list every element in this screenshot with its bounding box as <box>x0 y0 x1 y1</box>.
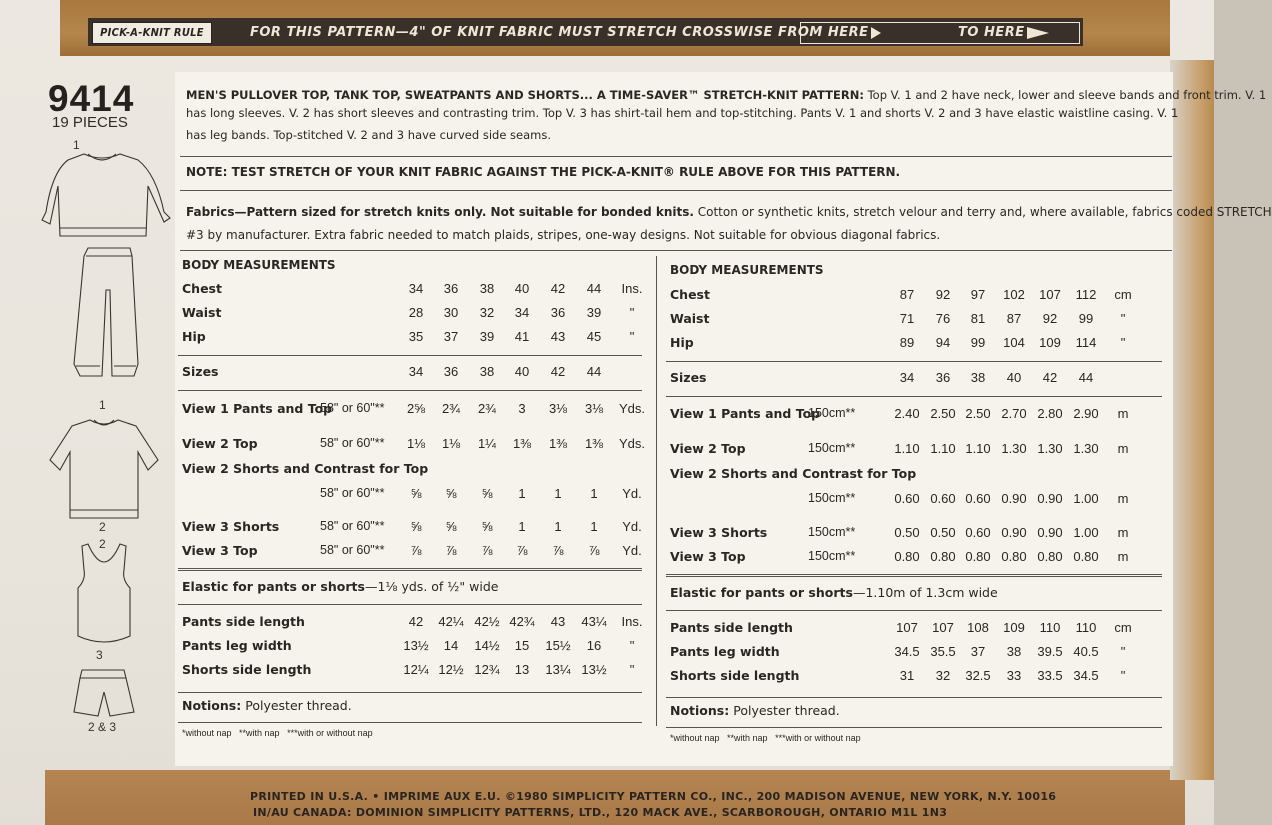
notions-text: Polyester thread. <box>245 698 352 713</box>
measurement-value: 36 <box>443 281 459 296</box>
measurement-value: 41 <box>514 329 530 344</box>
fabrics-bold: Fabrics—Pattern sized for stretch knits only. Not suitable for bonded knits. <box>186 205 694 219</box>
finished-value: 14 <box>443 638 459 653</box>
yardage-value: 1⅛ <box>406 436 426 451</box>
size-value: 40 <box>514 364 530 379</box>
finished-value: 110 <box>1075 620 1097 635</box>
yardage-value: 1.00 <box>1073 491 1099 506</box>
notions <box>670 703 840 718</box>
yardage-value: 0.80 <box>894 549 920 564</box>
divider <box>180 250 1172 251</box>
yardage-value: ⅞ <box>481 543 493 558</box>
size-value: 44 <box>586 364 602 379</box>
view-label: 2 <box>99 537 106 551</box>
fabric-width: 58" or 60"** <box>320 519 385 533</box>
yardage-label: View 3 Top <box>182 543 258 558</box>
measurement-unit: cm <box>1114 287 1132 302</box>
yardage-value: 0.80 <box>965 549 991 564</box>
fabric-width: 150cm** <box>808 491 856 505</box>
yardage-unit: Yds. <box>618 401 645 416</box>
finished-value: 42½ <box>474 614 500 629</box>
description-line1: Top V. 1 and 2 have neck, lower and sleeve bands and front trim. V. 1 <box>867 88 1267 102</box>
yardage-value: 1⅜ <box>548 436 568 451</box>
notions-label: Notions: <box>182 698 242 713</box>
yardage-value: 0.60 <box>965 525 991 540</box>
finished-value: 13¼ <box>545 662 571 677</box>
finished-value: 37 <box>970 644 986 659</box>
measurement-value: 35 <box>408 329 424 344</box>
yardage-value: 3⅛ <box>584 401 604 416</box>
fabric-width: 58" or 60"** <box>320 543 385 557</box>
yardage-value: 2¾ <box>441 401 461 416</box>
view23-shorts-sketch <box>74 670 134 716</box>
measurement-value: 76 <box>935 311 951 326</box>
envelope-right-flap <box>1170 60 1214 780</box>
divider <box>178 568 642 569</box>
yardage-value: 0.50 <box>930 525 956 540</box>
finished-value: 110 <box>1039 620 1061 635</box>
yardage-value: 1.30 <box>1037 441 1063 456</box>
garment-sketches <box>38 140 173 740</box>
ruler-end-text: TO HERE <box>958 25 1025 40</box>
size-value: 34 <box>899 370 915 385</box>
yardage-value: 1⅜ <box>584 436 604 451</box>
measurement-value: 38 <box>479 281 495 296</box>
finished-value: 43¼ <box>581 614 607 629</box>
finished-value: 13½ <box>581 662 607 677</box>
yardage-value: 2.80 <box>1037 406 1063 421</box>
arrow-right-icon <box>1027 27 1049 39</box>
finished-label: Pants leg width <box>670 644 780 659</box>
yardage-value: ⅞ <box>445 543 457 558</box>
elastic-amount: —1⅛ yds. of ½" wide <box>364 579 499 594</box>
pattern-pieces: 19 PIECES <box>52 114 128 131</box>
finished-value: 40.5 <box>1073 644 1099 659</box>
yardage-value: 2.50 <box>965 406 991 421</box>
measurement-unit: " <box>629 329 635 344</box>
fabric-width: 58" or 60"** <box>320 486 385 500</box>
size-value: 38 <box>970 370 986 385</box>
pattern-number: 9414 <box>48 78 135 119</box>
finished-label: Pants side length <box>182 614 305 629</box>
finished-value: 107 <box>932 620 954 635</box>
size-value: 44 <box>1078 370 1094 385</box>
finished-value: 108 <box>967 620 989 635</box>
finished-value: 12½ <box>438 662 464 677</box>
finished-unit: " <box>629 638 635 653</box>
divider <box>666 697 1162 698</box>
measurement-value: 114 <box>1075 335 1097 350</box>
yardage-value: 1 <box>518 519 526 534</box>
yardage-label: View 2 Shorts and Contrast for Top <box>182 461 429 476</box>
finished-value: 42¾ <box>509 614 535 629</box>
size-value: 36 <box>935 370 951 385</box>
yardage-value: 0.90 <box>1001 491 1027 506</box>
ruler-instruction <box>250 25 881 40</box>
finished-value: 34.5 <box>894 644 920 659</box>
yardage-unit: Yds. <box>618 436 645 451</box>
yardage-value: 0.80 <box>930 549 956 564</box>
measurement-value: 104 <box>1003 335 1025 350</box>
yardage-value: 1.00 <box>1073 525 1099 540</box>
yardage-label: View 2 Shorts and Contrast for Top <box>670 466 917 481</box>
finished-unit: " <box>1120 668 1126 683</box>
divider <box>178 604 642 605</box>
yardage-value: ⅞ <box>588 543 600 558</box>
yardage-value: 1 <box>554 519 562 534</box>
measurement-value: 97 <box>970 287 986 302</box>
divider <box>178 722 642 723</box>
measurement-value: 32 <box>479 305 495 320</box>
measurement-unit: " <box>629 305 635 320</box>
measurement-value: 36 <box>550 305 566 320</box>
yardage-value: 0.80 <box>1037 549 1063 564</box>
size-value: 42 <box>1042 370 1058 385</box>
yardage-value: 3 <box>518 401 526 416</box>
finished-value: 34.5 <box>1073 668 1099 683</box>
divider <box>666 610 1162 611</box>
finished-label: Shorts side length <box>670 668 800 683</box>
footer-line2: IN/AU CANADA: DOMINION SIMPLICITY PATTERNS, LTD., 120 MACK AVE., SCARBOROUGH, ONTARIO M1L 1N3 <box>253 806 948 819</box>
fabrics-line1 <box>186 205 1272 219</box>
notions-text: Polyester thread. <box>733 703 840 718</box>
finished-value: 42¼ <box>438 614 464 629</box>
footer-line1: PRINTED IN U.S.A. • IMPRIME AUX E.U. ©1980 SIMPLICITY PATTERN CO., INC., 200 MADISON AVENUE, NEW YORK, N.Y. 10016 <box>250 790 1057 803</box>
measurement-value: 45 <box>586 329 602 344</box>
measurement-unit: " <box>1120 311 1126 326</box>
divider <box>666 574 1162 575</box>
fabric-width: 150cm** <box>808 549 856 563</box>
finished-value: 12¼ <box>403 662 429 677</box>
fabrics-line2: #3 by manufacturer. Extra fabric needed to match plaids, stripes, one-way designs. Not suitable for obvious diagonal fabrics. <box>186 228 941 242</box>
yardage-value: 1.30 <box>1073 441 1099 456</box>
measurement-value: 81 <box>970 311 986 326</box>
yardage-value: 2¾ <box>477 401 497 416</box>
size-value: 42 <box>550 364 566 379</box>
finished-label: Pants side length <box>670 620 793 635</box>
finished-value: 38 <box>1006 644 1022 659</box>
measurement-label: Hip <box>670 335 694 350</box>
yardage-unit: Yd. <box>622 519 642 534</box>
divider <box>178 570 642 571</box>
yardage-value: 1.10 <box>930 441 956 456</box>
yardage-label: View 1 Pants and Top <box>670 406 821 421</box>
yardage-value: ⅝ <box>410 486 422 501</box>
view-label: 2 <box>99 520 106 534</box>
yardage-value: ⅝ <box>481 519 493 534</box>
yardage-value: ⅞ <box>410 543 422 558</box>
finished-value: 15 <box>514 638 530 653</box>
yardage-label: View 1 Pants and Top <box>182 401 333 416</box>
yardage-label: View 3 Top <box>670 549 746 564</box>
yardage-value: ⅝ <box>481 486 493 501</box>
description-line2: has long sleeves. V. 2 has short sleeves and contrasting trim. Top V. 3 has shirt-tail hem and top-stitching. Pants V. 1 and shorts V. 2 and 3 have elastic waistline casing. V. 1 <box>186 106 1179 120</box>
yardage-value: 2⅝ <box>406 401 426 416</box>
elastic-note <box>182 579 498 594</box>
yardage-value: 0.60 <box>894 491 920 506</box>
elastic-note <box>670 585 998 600</box>
measurement-value: 39 <box>586 305 602 320</box>
measurement-value: 109 <box>1039 335 1061 350</box>
measurement-value: 99 <box>970 335 986 350</box>
measurement-value: 40 <box>514 281 530 296</box>
measurement-value: 89 <box>899 335 915 350</box>
finished-value: 109 <box>1003 620 1025 635</box>
finished-value: 12¾ <box>474 662 500 677</box>
finished-label: Pants leg width <box>182 638 292 653</box>
view-label: 3 <box>96 648 103 662</box>
yardage-value: ⅞ <box>516 543 528 558</box>
finished-value: 35.5 <box>930 644 956 659</box>
column-divider <box>656 256 657 726</box>
notions-label: Notions: <box>670 703 730 718</box>
ruler-end-label <box>958 25 1049 40</box>
measurement-value: 44 <box>586 281 602 296</box>
body-measurements-heading: BODY MEASUREMENTS <box>670 263 824 277</box>
divider <box>666 396 1162 397</box>
yardage-unit: Yd. <box>622 486 642 501</box>
elastic-amount: —1.10m of 1.3cm wide <box>852 585 998 600</box>
ruler-instruction-text: FOR THIS PATTERN—4" OF KNIT FABRIC MUST STRETCH CROSSWISE FROM HERE <box>250 25 869 40</box>
divider <box>180 156 1172 157</box>
measurement-value: 92 <box>935 287 951 302</box>
fabric-width: 150cm** <box>808 406 856 420</box>
yardage-value: 1⅛ <box>441 436 461 451</box>
yardage-value: 0.50 <box>894 525 920 540</box>
finished-unit: " <box>629 662 635 677</box>
yardage-value: 2.50 <box>930 406 956 421</box>
finished-value: 33.5 <box>1037 668 1063 683</box>
view-label: 2 & 3 <box>88 720 117 734</box>
finished-value: 33 <box>1006 668 1022 683</box>
yardage-value: 1 <box>590 486 598 501</box>
yardage-unit: Yd. <box>622 543 642 558</box>
yardage-unit: m <box>1117 491 1129 506</box>
divider <box>178 390 642 391</box>
yardage-value: 3⅛ <box>548 401 568 416</box>
fabric-width: 58" or 60"** <box>320 401 385 415</box>
description-title: MEN'S PULLOVER TOP, TANK TOP, SWEATPANTS AND SHORTS... A TIME-SAVER™ STRETCH-KNIT PATTERN: <box>186 88 864 102</box>
divider <box>178 355 642 356</box>
size-value: 40 <box>1006 370 1022 385</box>
measurement-value: 102 <box>1003 287 1025 302</box>
yardage-unit: m <box>1117 406 1129 421</box>
ruler-tag: PICK-A-KNIT RULE <box>92 22 212 44</box>
yardage-value: 1 <box>590 519 598 534</box>
finished-value: 107 <box>896 620 918 635</box>
measurement-value: 112 <box>1075 287 1097 302</box>
yardage-value: 2.90 <box>1073 406 1099 421</box>
view3-tank-sketch <box>78 544 130 642</box>
yardage-value: 1¼ <box>477 436 497 451</box>
yardage-unit: m <box>1117 441 1129 456</box>
size-value: 38 <box>479 364 495 379</box>
body-measurements-heading: BODY MEASUREMENTS <box>182 258 336 272</box>
view2-tshirt-sketch <box>50 420 158 518</box>
size-value: 34 <box>408 364 424 379</box>
yardage-value: 0.80 <box>1073 549 1099 564</box>
yardage-value: 0.90 <box>1001 525 1027 540</box>
measurement-label: Waist <box>182 305 222 320</box>
yardage-value: ⅞ <box>552 543 564 558</box>
divider <box>180 190 1172 191</box>
yardage-value: 0.90 <box>1037 525 1063 540</box>
measurement-value: 28 <box>408 305 424 320</box>
finished-value: 39.5 <box>1037 644 1063 659</box>
finished-value: 15½ <box>545 638 571 653</box>
yardage-value: 1⅜ <box>512 436 532 451</box>
finished-value: 42 <box>408 614 424 629</box>
footnote: *without nap **with nap ***with or without nap <box>670 733 861 743</box>
finished-unit: " <box>1120 644 1126 659</box>
yardage-value: ⅝ <box>445 486 457 501</box>
view1-pants-sketch <box>74 248 138 376</box>
divider <box>178 692 642 693</box>
yardage-label: View 3 Shorts <box>670 525 768 540</box>
measurement-label: Hip <box>182 329 206 344</box>
yardage-value: 0.60 <box>965 491 991 506</box>
yardage-value: 0.90 <box>1037 491 1063 506</box>
measurement-value: 99 <box>1078 311 1094 326</box>
footnote: *without nap **with nap ***with or without nap <box>182 728 373 738</box>
measurement-value: 30 <box>443 305 459 320</box>
description-line3: has leg bands. Top-stitched V. 2 and 3 have curved side seams. <box>186 128 552 142</box>
view-label: 1 <box>73 138 80 152</box>
note: NOTE: TEST STRETCH OF YOUR KNIT FABRIC AGAINST THE PICK-A-KNIT® RULE ABOVE FOR THIS PATTERN. <box>186 165 901 179</box>
yardage-value: 1.30 <box>1001 441 1027 456</box>
sizes-label: Sizes <box>182 364 219 379</box>
measurement-value: 107 <box>1039 287 1061 302</box>
finished-value: 14½ <box>474 638 500 653</box>
finished-value: 32.5 <box>965 668 991 683</box>
finished-value: 13 <box>514 662 530 677</box>
measurement-value: 43 <box>550 329 566 344</box>
finished-value: 13½ <box>403 638 429 653</box>
measurement-label: Chest <box>670 287 710 302</box>
divider <box>666 361 1162 362</box>
elastic-label: Elastic for pants or shorts <box>182 579 365 594</box>
yardage-label: View 2 Top <box>182 436 258 451</box>
yardage-value: 0.60 <box>930 491 956 506</box>
yardage-value: 1 <box>518 486 526 501</box>
measurement-value: 37 <box>443 329 459 344</box>
measurement-value: 71 <box>899 311 915 326</box>
finished-label: Shorts side length <box>182 662 312 677</box>
finished-value: 32 <box>935 668 951 683</box>
yardage-value: 2.40 <box>894 406 920 421</box>
fabric-width: 58" or 60"** <box>320 436 385 450</box>
yardage-value: 1.10 <box>894 441 920 456</box>
finished-value: 43 <box>550 614 566 629</box>
notions <box>182 698 352 713</box>
yardage-value: 1.10 <box>965 441 991 456</box>
yardage-unit: m <box>1117 549 1129 564</box>
measurement-value: 34 <box>408 281 424 296</box>
yardage-label: View 3 Shorts <box>182 519 280 534</box>
view1-sweatshirt-sketch <box>42 154 170 236</box>
elastic-label: Elastic for pants or shorts <box>670 585 853 600</box>
finished-unit: Ins. <box>621 614 643 629</box>
view-label: 1 <box>99 398 106 412</box>
measurement-value: 92 <box>1042 311 1058 326</box>
size-value: 36 <box>443 364 459 379</box>
description <box>186 84 1267 106</box>
fabric-width: 150cm** <box>808 525 856 539</box>
measurement-value: 94 <box>935 335 951 350</box>
yardage-value: 2.70 <box>1001 406 1027 421</box>
measurement-label: Chest <box>182 281 222 296</box>
yardage-label: View 2 Top <box>670 441 746 456</box>
measurement-value: 39 <box>479 329 495 344</box>
yardage-value: ⅝ <box>445 519 457 534</box>
sizes-label: Sizes <box>670 370 707 385</box>
finished-value: 16 <box>586 638 602 653</box>
finished-unit: cm <box>1114 620 1132 635</box>
measurement-label: Waist <box>670 311 710 326</box>
finished-value: 31 <box>899 668 915 683</box>
yardage-value: 1 <box>554 486 562 501</box>
measurement-value: 87 <box>899 287 915 302</box>
fabric-width: 150cm** <box>808 441 856 455</box>
measurement-unit: " <box>1120 335 1126 350</box>
yardage-value: 0.80 <box>1001 549 1027 564</box>
divider <box>666 727 1162 728</box>
divider <box>666 576 1162 577</box>
yardage-unit: m <box>1117 525 1129 540</box>
measurement-value: 34 <box>514 305 530 320</box>
measurement-unit: Ins. <box>621 281 643 296</box>
measurement-value: 42 <box>550 281 566 296</box>
fabrics-rest1: Cotton or synthetic knits, stretch velour and terry and, where available, fabrics coded STRETCH <box>697 205 1272 219</box>
yardage-value: ⅝ <box>410 519 422 534</box>
measurement-value: 87 <box>1006 311 1022 326</box>
